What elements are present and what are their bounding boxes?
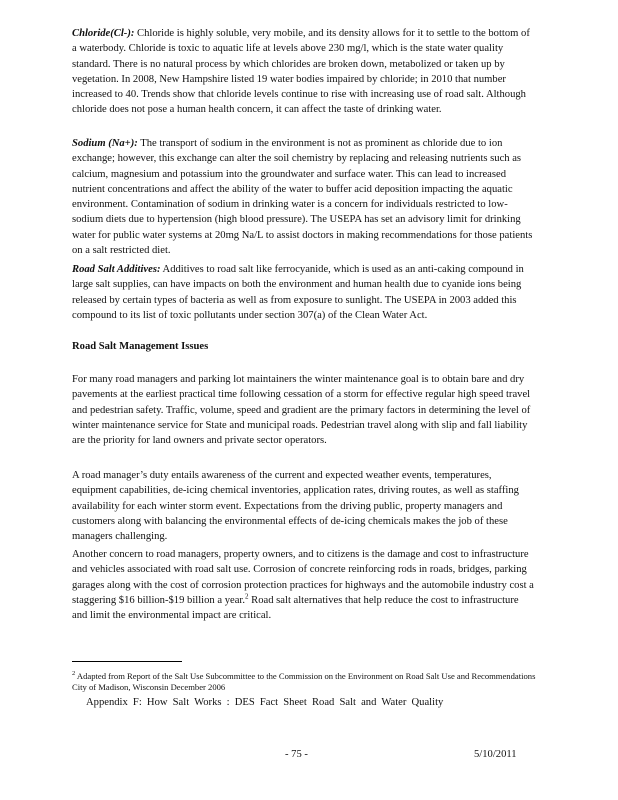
sodium-text: The transport of sodium in the environment is not as prominent as chloride due to ion exchange; however, this exchange can alter the soil chemistry by replacing and releasing nutrients such as calcium, magnesium and potassium into the groundwater and surface water. This can lead to increased nutrient concentrations and affect the ability of the water to buffer acid deposition impacting the aquatic environment. Contamination of sodium in drinking water is a concern for individuals restricted to low-sodium diets due to hypertension (high blood pressure). The USEPA has set an advisory limit for drinking water for public water systems at 20mg Na/L to assist doctors in making recommendations for those patients on a salt restricted diet.: [72, 138, 533, 257]
footnote-reference: 2: [245, 592, 249, 601]
appendix-footer: Appendix F: How Salt Works : DES Fact Sheet Road Salt and Water Quality: [86, 697, 444, 708]
additives-text: Additives to road salt like ferrocyanide, which is used as an anti-caking compound in large salt supplies, can have impacts on both the environment and human health due to cyanide ions being released by certain types of bacteria as well as from exposure to sunlight. The USEPA in 2003 added this compound to its list of toxic pollutants under section 307(a) of the Clean Water Act.: [72, 264, 524, 321]
footnote-text: Adapted from Report of the Salt Use Subcommittee to the Commission on the Environment on Road Salt Use and Recommendations City of Madison, Wisconsin December 2006: [72, 670, 536, 692]
management-paragraph-2: A road manager’s duty entails awareness of the current and expected weather events, temperatures, equipment capabilities, de-icing chemical inventories, application rates, driving routes, as well as staffing availability for each winter storm event. Expectations from the driving public, property managers and customers along with balancing the environmental effects of de-icing chemicals makes the job of these managers challenging.: [72, 470, 519, 543]
footnote: [72, 668, 542, 693]
management-paragraph-1: For many road managers and parking lot maintainers the winter maintenance goal is to obtain bare and dry pavements at the earliest practical time following cessation of a storm for effective regular high speed travel and pedestrian safety. Traffic, volume, speed and gradient are the primary factors in determining the level of winter maintenance service for State and municipal roads. Pedestrian travel along with slip and fall liability are the priority for land owners and private sector operators.: [72, 374, 531, 447]
footnote-marker: 2: [72, 670, 76, 677]
chloride-lead: Chloride(Cl-):: [72, 28, 135, 39]
additives-paragraph: [72, 262, 536, 323]
sodium-paragraph: [72, 136, 536, 258]
management-3-text: Another concern to road managers, property owners, and to citizens is the damage and cost to infrastructure and vehicles associated with road salt use. Corrosion of concrete reinforcing rods in roads, bridges, parking garages along with the cost of corrosion protection practices for highways and the automobile industry cost a staggering $16 billion-$19 billion a year.: [72, 549, 534, 606]
footnote-divider: [72, 661, 182, 662]
section-heading: Road Salt Management Issues: [72, 341, 209, 352]
management-3-tail: Road salt alternatives that help reduce the cost to infrastructure and limit the environmental impact are critical.: [72, 594, 519, 622]
sodium-lead: Sodium (Na+):: [72, 138, 138, 149]
footer-date: 5/10/2011: [474, 749, 517, 760]
chloride-text: Chloride is highly soluble, very mobile, and its density allows for it to settle to the bottom of a waterbody. Chloride is toxic to aquatic life at levels above 230 mg/l, which is the state water quality standard. There is no natural process by which chlorides are broken down, metabolized or taken up by vegetation. In 2008, New Hampshire listed 19 water bodies impaired by chloride; in 2010 that number increased to 40. Trends show that chloride levels continue to rise with increasing use of road salt. Although chloride does not pose a human health concern, it can affect the taste of drinking water.: [72, 28, 530, 116]
page-number: - 75 -: [285, 749, 308, 760]
additives-lead: Road Salt Additives:: [72, 264, 161, 275]
chloride-paragraph: [72, 26, 536, 118]
management-paragraph-3: [72, 547, 536, 623]
